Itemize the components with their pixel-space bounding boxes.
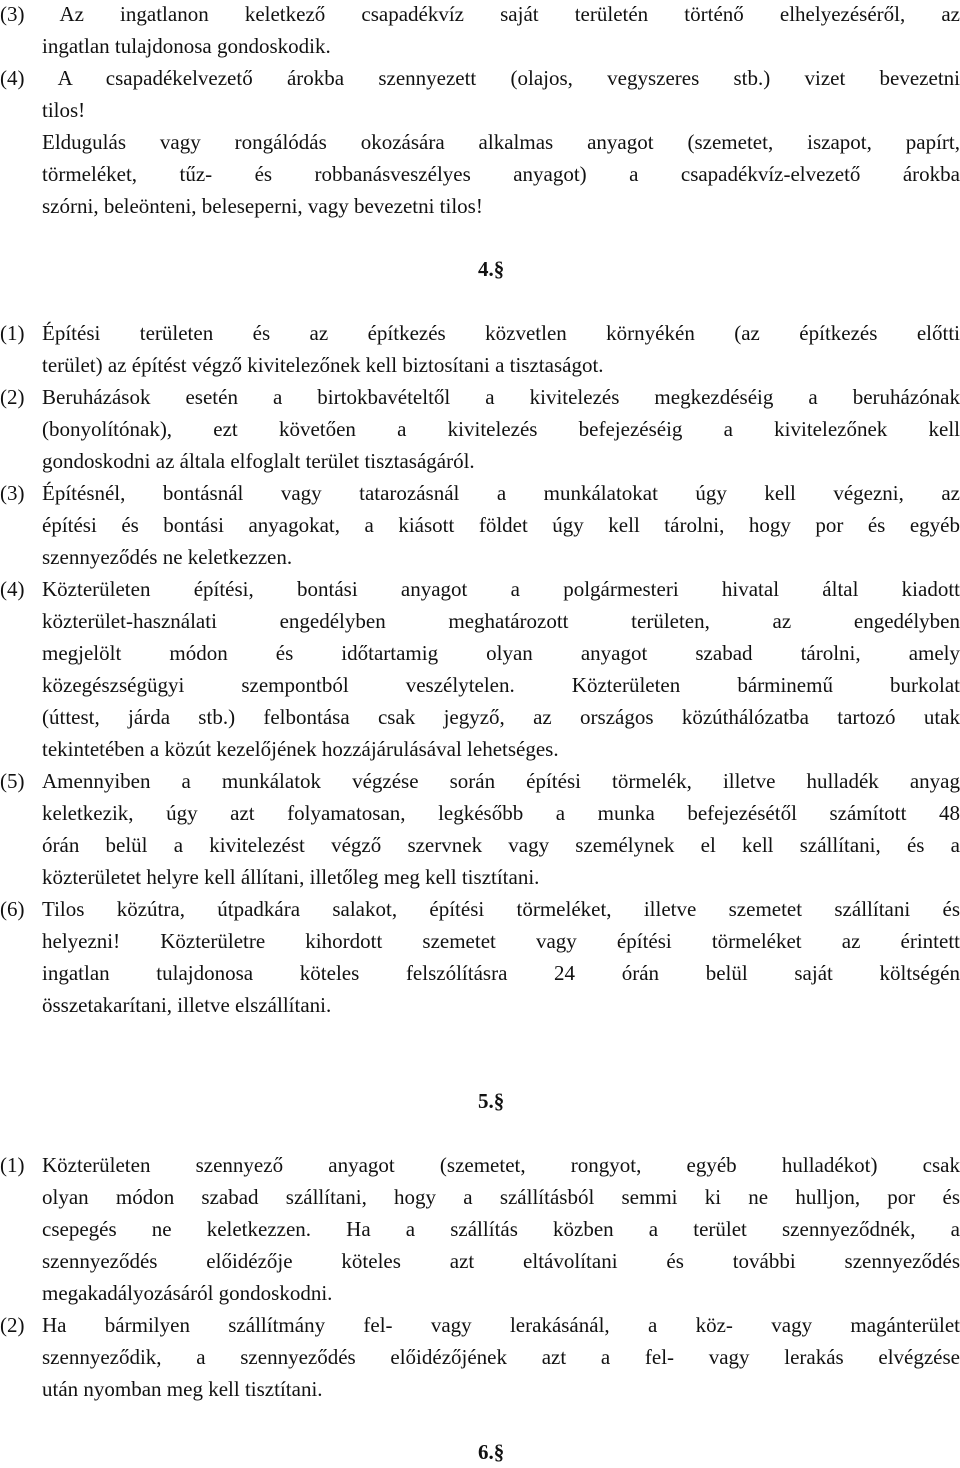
- text-line: olyan módon szabad szállítani, hogy a szállításból semmi ki ne hulljon, por és: [42, 1185, 960, 1209]
- text-line: törmeléket, tűz- és robbanásveszélyes anyagot) a csapadékvíz-elvezető árokba: [42, 162, 960, 186]
- text-line: [0, 765, 960, 797]
- line-text: Beruházások esetén a birtokbavételtől a kivitelezés megkezdéséig a beruházónak: [42, 385, 960, 409]
- paragraph-4-1: [0, 317, 960, 381]
- line-text: Közterületen szennyező anyagot (szemetet, rongyot, egyéb hulladékot) csak: [42, 1153, 960, 1177]
- text-line: ingatlan tulajdonosa gondoskodik.: [42, 34, 331, 58]
- text-line: után nyomban meg kell tisztítani.: [42, 1377, 323, 1401]
- text-line: szennyeződés előidézője köteles azt eltávolítani és további szennyeződés: [42, 1249, 960, 1273]
- paragraph-4-3: [0, 477, 960, 573]
- paragraph-4-6: [0, 893, 960, 1021]
- text-line: ingatlan tulajdonosa köteles felszólításra 24 órán belül saját költségén: [42, 961, 960, 985]
- text-line: [0, 381, 960, 413]
- text-line: [0, 1309, 960, 1341]
- paragraph-number: (1): [0, 1153, 25, 1177]
- text-line: gondoskodni az általa elfoglalt terület tisztaságáról.: [42, 449, 475, 473]
- text-line: közterületet helyre kell állítani, illetőleg meg kell tisztítani.: [42, 865, 540, 889]
- text-line: [0, 893, 960, 925]
- text-line: (3) Az ingatlanon keletkező csapadékvíz saját területén történő elhelyezéséről, az: [0, 2, 960, 26]
- paragraph-4-4: [0, 573, 960, 765]
- text-line: szennyeződés ne keletkezzen.: [42, 545, 293, 569]
- text-line: helyezni! Közterületre kihordott szemetet vagy építési törmeléket az érintett: [42, 929, 960, 953]
- line-text: Építésnél, bontásnál vagy tatarozásnál a munkálatokat úgy kell végezni, az: [42, 481, 960, 505]
- paragraph-number: (2): [0, 385, 25, 409]
- text-line: megjelölt módon és időtartamig olyan anyagot szabad tárolni, amely: [42, 641, 960, 665]
- text-line: (4) A csapadékelvezető árokba szennyezett (olajos, vegyszeres stb.) vizet bevezetni: [0, 66, 960, 90]
- text-line: szórni, beleönteni, beleseperni, vagy bevezetni tilos!: [42, 194, 483, 218]
- text-line: [0, 1149, 960, 1181]
- section-heading-6: 6.§: [478, 1440, 505, 1464]
- paragraph-4-2: [0, 381, 960, 477]
- text-line: építési és bontási anyagokat, a kiásott földet úgy kell tárolni, hogy por és egyéb: [42, 513, 960, 537]
- text-line: közterület-használati engedélyben meghatározott területen, az engedélyben: [42, 609, 960, 633]
- line-text: Közterületen építési, bontási anyagot a polgármesteri hivatal által kiadott: [42, 577, 960, 601]
- paragraph-4-5: [0, 765, 960, 893]
- text-line: csepegés ne keletkezzen. Ha a szállítás közben a terület szennyeződnék, a: [42, 1217, 960, 1241]
- text-line: megakadályozásáról gondoskodni.: [42, 1281, 333, 1305]
- text-line: [0, 317, 960, 349]
- text-line: [0, 573, 960, 605]
- paragraph-5-1: [0, 1149, 960, 1309]
- paragraph-number: (4): [0, 577, 25, 601]
- line-text: Tilos közútra, útpadkára salakot, építési törmeléket, illetve szemetet szállítani és: [42, 897, 960, 921]
- text-line: [0, 477, 960, 509]
- section-heading-4: 4.§: [478, 257, 505, 281]
- paragraph-number: (3): [0, 481, 25, 505]
- paragraph-3-4: [0, 62, 960, 126]
- paragraph-number: (6): [0, 897, 25, 921]
- line-text: Amennyiben a munkálatok végzése során építési törmelék, illetve hulladék anyag: [42, 769, 960, 793]
- text-line: keletkezik, úgy azt folyamatosan, legkésőbb a munka befejezésétől számított 48: [42, 801, 960, 825]
- paragraph-3-5: [42, 126, 960, 222]
- section-heading-5: 5.§: [478, 1089, 505, 1113]
- text-line: Eldugulás vagy rongálódás okozására alkalmas anyagot (szemetet, iszapot, papírt,: [42, 130, 960, 154]
- paragraph-number: (1): [0, 321, 25, 345]
- text-line: összetakarítani, illetve elszállítani.: [42, 993, 332, 1017]
- text-line: tilos!: [42, 98, 86, 122]
- line-text: Építési területen és az építkezés közvetlen környékén (az építkezés előtti: [42, 321, 960, 345]
- text-line: tekintetében a közút kezelőjének hozzájárulásával lehetséges.: [42, 737, 559, 761]
- paragraph-5-2: [0, 1309, 960, 1405]
- line-text: Ha bármilyen szállítmány fel- vagy lerakásánál, a köz- vagy magánterület: [42, 1313, 960, 1337]
- text-line: (úttest, járda stb.) felbontása csak jegyző, az országos közúthálózatba tartozó utak: [42, 705, 960, 729]
- text-line: terület) az építést végző kivitelezőnek kell biztosítani a tisztaságot.: [42, 353, 604, 377]
- paragraph-number: (2): [0, 1313, 25, 1337]
- text-line: órán belül a kivitelezést végző szervnek vagy személynek el kell szállítani, és a: [42, 833, 960, 857]
- text-line: közegészségügyi szempontból veszélytelen. Közterületen bárminemű burkolat: [42, 673, 960, 697]
- paragraph-3-3: [0, 0, 960, 62]
- paragraph-number: (5): [0, 769, 25, 793]
- text-line: szennyeződik, a szennyeződés előidézőjének azt a fel- vagy lerakás elvégzése: [42, 1345, 960, 1369]
- text-line: (bonyolítónak), ezt követően a kivitelezés befejezéséig a kivitelezőnek kell: [42, 417, 960, 441]
